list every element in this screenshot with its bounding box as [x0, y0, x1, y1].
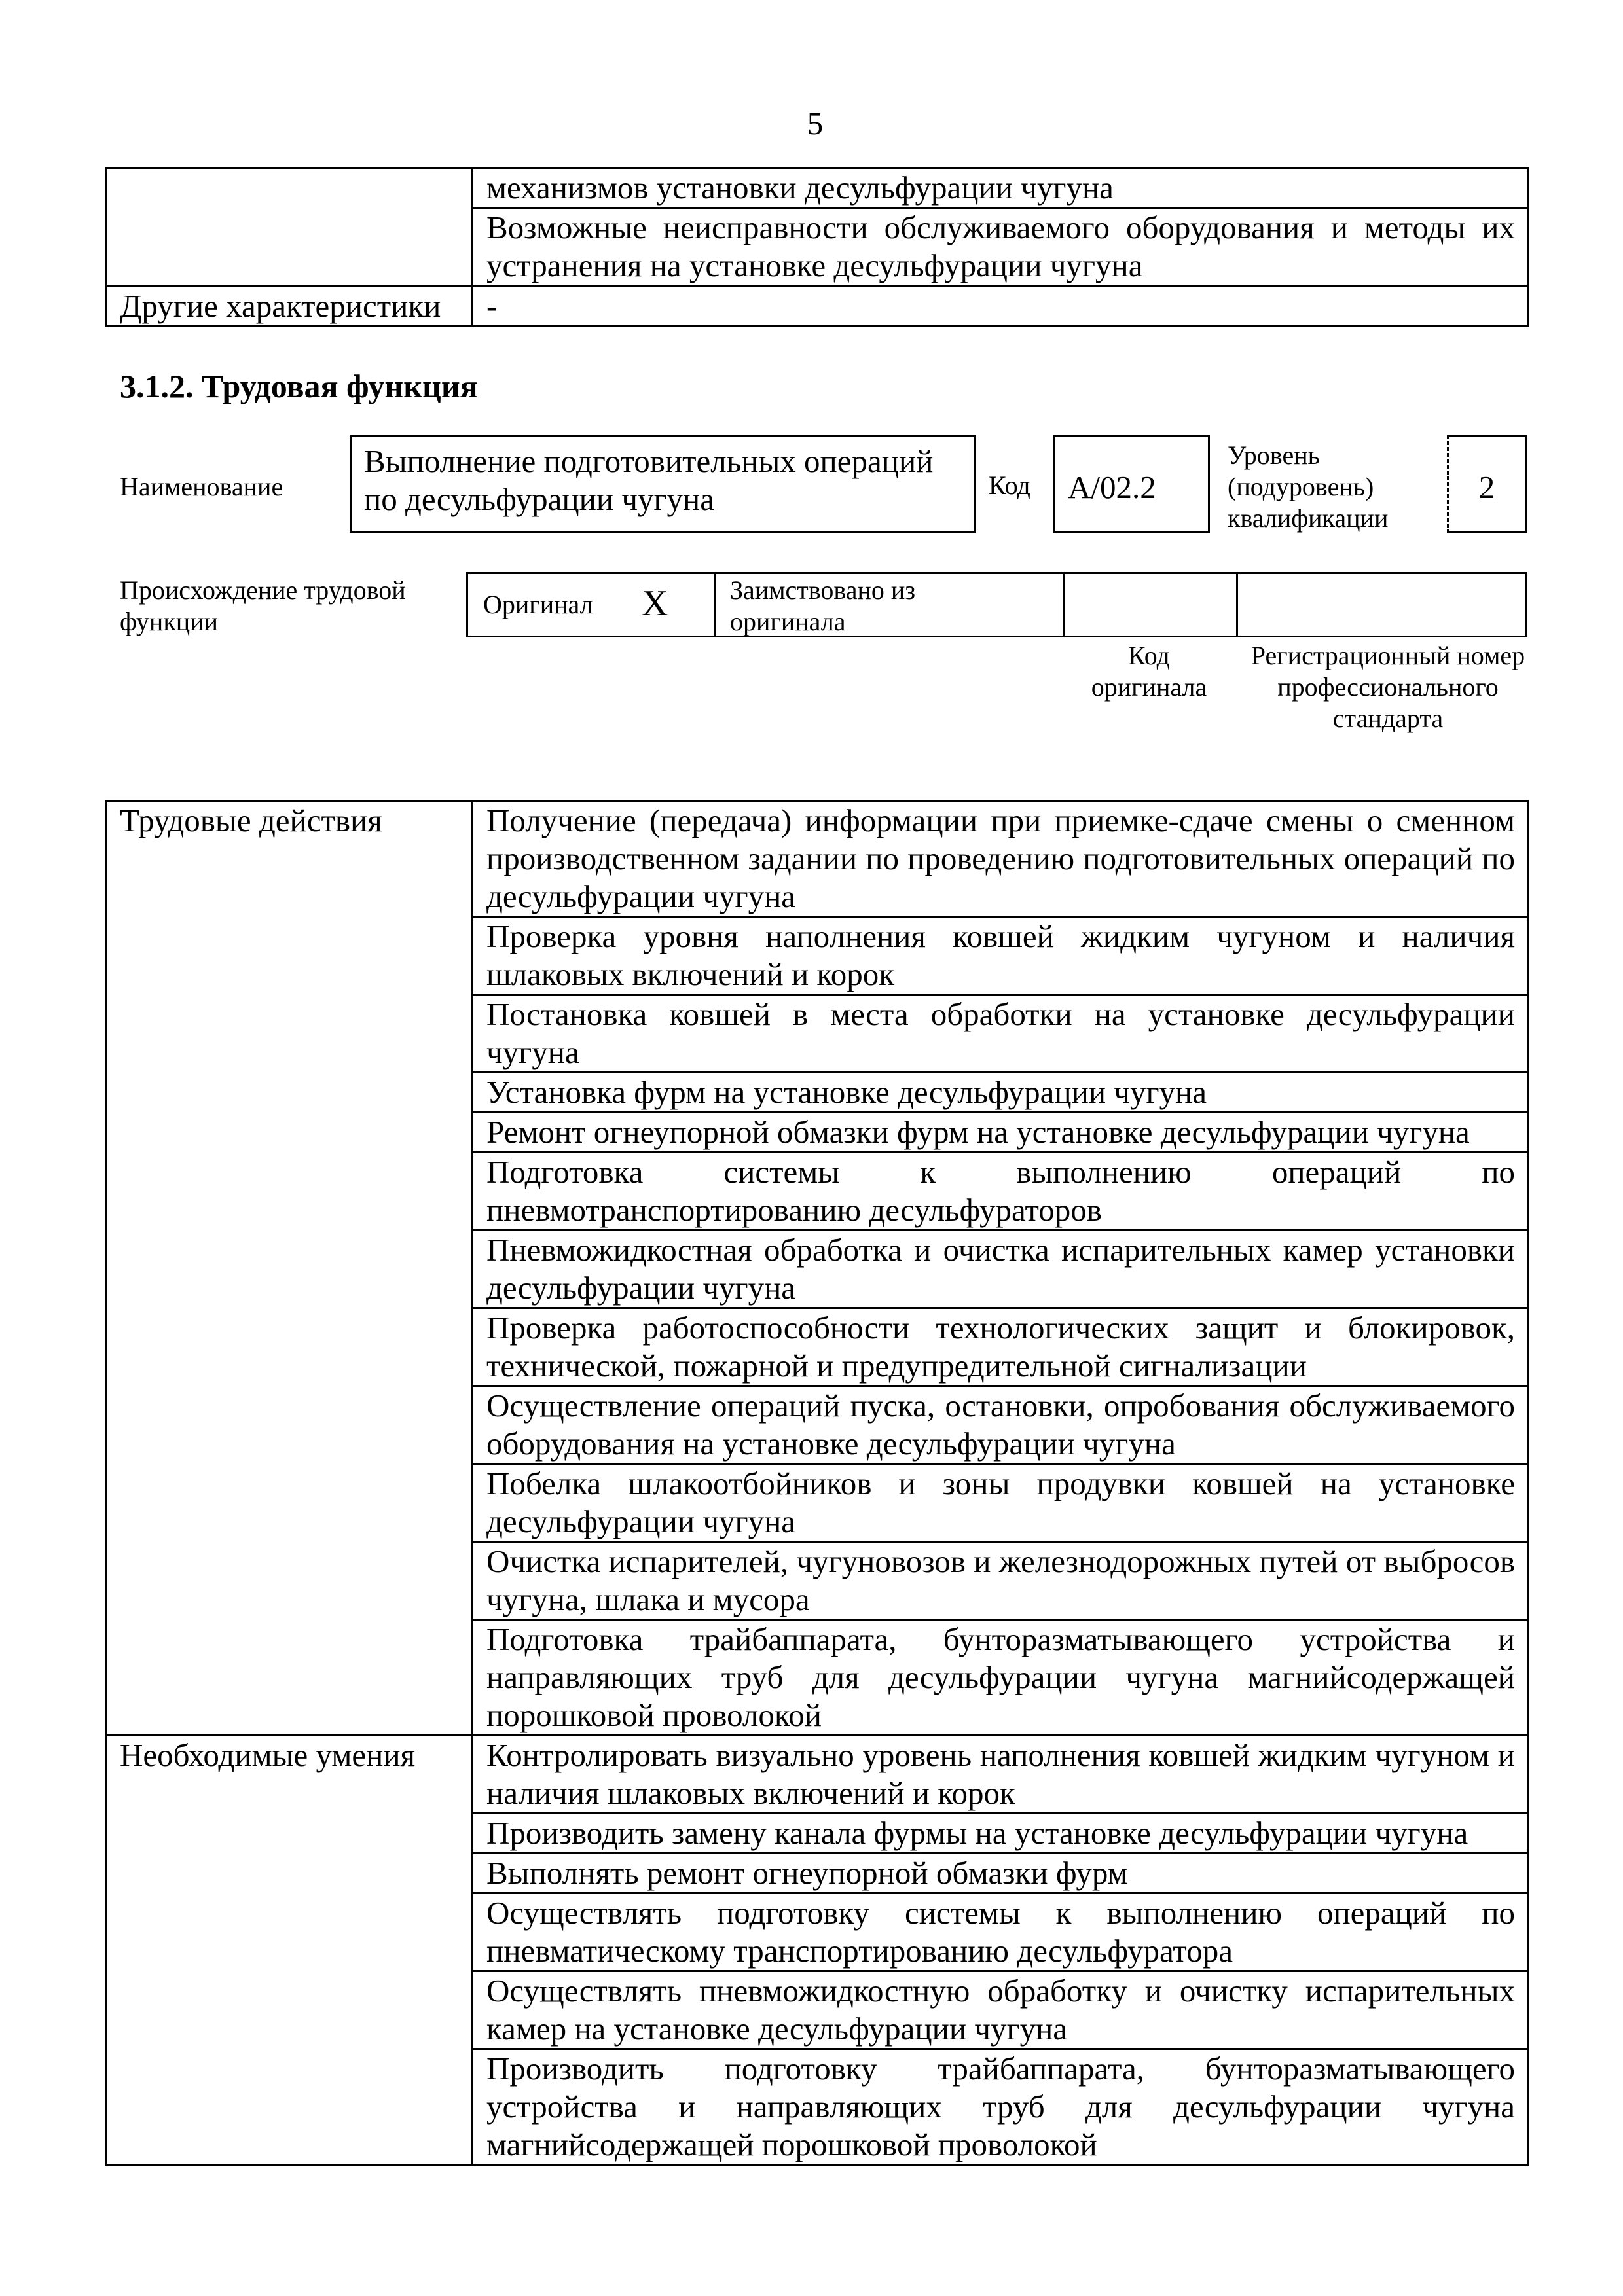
actions-label: Трудовые действия [106, 801, 473, 1736]
origin-divider-3 [1236, 572, 1238, 637]
skill-item: Осуществлять подготовку системы к выполнению операций по пневматическому транспортированию десульфуратора [473, 1893, 1528, 1971]
origin-divider-2 [1063, 572, 1065, 637]
top-table [105, 167, 1529, 327]
table-row [106, 287, 1528, 327]
action-item: Постановка ковшей в места обработки на установке десульфурации чугуна [473, 995, 1528, 1073]
skills-label: Необходимые умения [106, 1736, 473, 2165]
name-value: Выполнение подготовительных операций по десульфурации чугуна [350, 435, 976, 533]
code-value: A/02.2 [1053, 435, 1210, 533]
action-item: Осуществление операций пуска, остановки, опробования обслуживаемого оборудования на установке десульфурации чугуна [473, 1386, 1528, 1464]
borrowed-label: Заимствовано из оригинала [730, 575, 916, 636]
skill-item: Выполнять ремонт огнеупорной обмазки фурм [473, 1854, 1528, 1893]
original-mark: X [642, 583, 668, 624]
section-title: 3.1.2. Трудовая функция [120, 368, 478, 404]
action-item: Пневможидкостная обработка и очистка испарительных камер установки десульфурации чугуна [473, 1230, 1528, 1308]
origin-divider-1 [714, 572, 716, 637]
table-row [106, 1736, 1528, 1814]
table-row [106, 208, 1528, 287]
code-original-caption: Код оригинала [1091, 641, 1207, 702]
table-cell [106, 208, 473, 287]
table-cell: - [473, 287, 1528, 327]
level-value: 2 [1447, 435, 1527, 533]
level-label: Уровень (подуровень) квалификации [1228, 440, 1389, 533]
table-cell: Другие характеристики [106, 287, 473, 327]
action-item: Подготовка трайбаппарата, бунторазматывающего устройства и направляющих труб для десульфурации чугуна магнийсодержащей порошковой проволокой [473, 1620, 1528, 1736]
page-number: 5 [807, 105, 824, 141]
table-cell: механизмов установки десульфурации чугуна [473, 168, 1528, 208]
origin-row [466, 572, 1527, 637]
table-row [106, 801, 1528, 917]
action-item: Побелка шлакоотбойников и зоны продувки ковшей на установке десульфурации чугуна [473, 1464, 1528, 1542]
reg-number-caption: Регистрационный номер профессионального стандарта [1250, 641, 1525, 733]
action-item: Получение (передача) информации при приемке-сдаче смены о сменном производственном задании по проведению подготовительных операций по десульфурации чугуна [473, 801, 1528, 917]
skill-item: Производить замену канала фурмы на установке десульфурации чугуна [473, 1814, 1528, 1854]
name-label: Наименование [120, 472, 283, 501]
skill-item: Производить подготовку трайбаппарата, бунторазматывающего устройства и направляющих труб для десульфурации чугуна магнийсодержащей порошковой проволокой [473, 2049, 1528, 2165]
action-item: Ремонт огнеупорной обмазки фурм на установке десульфурации чугуна [473, 1113, 1528, 1153]
action-item: Установка фурм на установке десульфурации чугуна [473, 1073, 1528, 1113]
table-row [106, 168, 1528, 208]
action-item: Очистка испарителей, чугуновозов и железнодорожных путей от выбросов чугуна, шлака и мусора [473, 1542, 1528, 1620]
original-label: Оригинал [483, 590, 593, 619]
action-item: Проверка работоспособности технологических защит и блокировок, технической, пожарной и предупредительной сигнализации [473, 1308, 1528, 1386]
table-cell: Возможные неисправности обслуживаемого оборудования и методы их устранения на установке десульфурации чугуна [473, 208, 1528, 287]
skill-item: Осуществлять пневможидкостную обработку и очистку испарительных камер на установке десульфурации чугуна [473, 1971, 1528, 2049]
table-cell [106, 168, 473, 208]
skill-item: Контролировать визуально уровень наполнения ковшей жидким чугуном и наличия шлаковых включений и корок [473, 1736, 1528, 1814]
origin-label: Происхождение трудовой функции [120, 575, 406, 636]
action-item: Подготовка системы к выполнению операций по пневмотранспортированию десульфураторов [473, 1153, 1528, 1230]
main-table [105, 800, 1529, 2166]
action-item: Проверка уровня наполнения ковшей жидким чугуном и наличия шлаковых включений и корок [473, 917, 1528, 995]
code-label: Код [989, 471, 1030, 500]
